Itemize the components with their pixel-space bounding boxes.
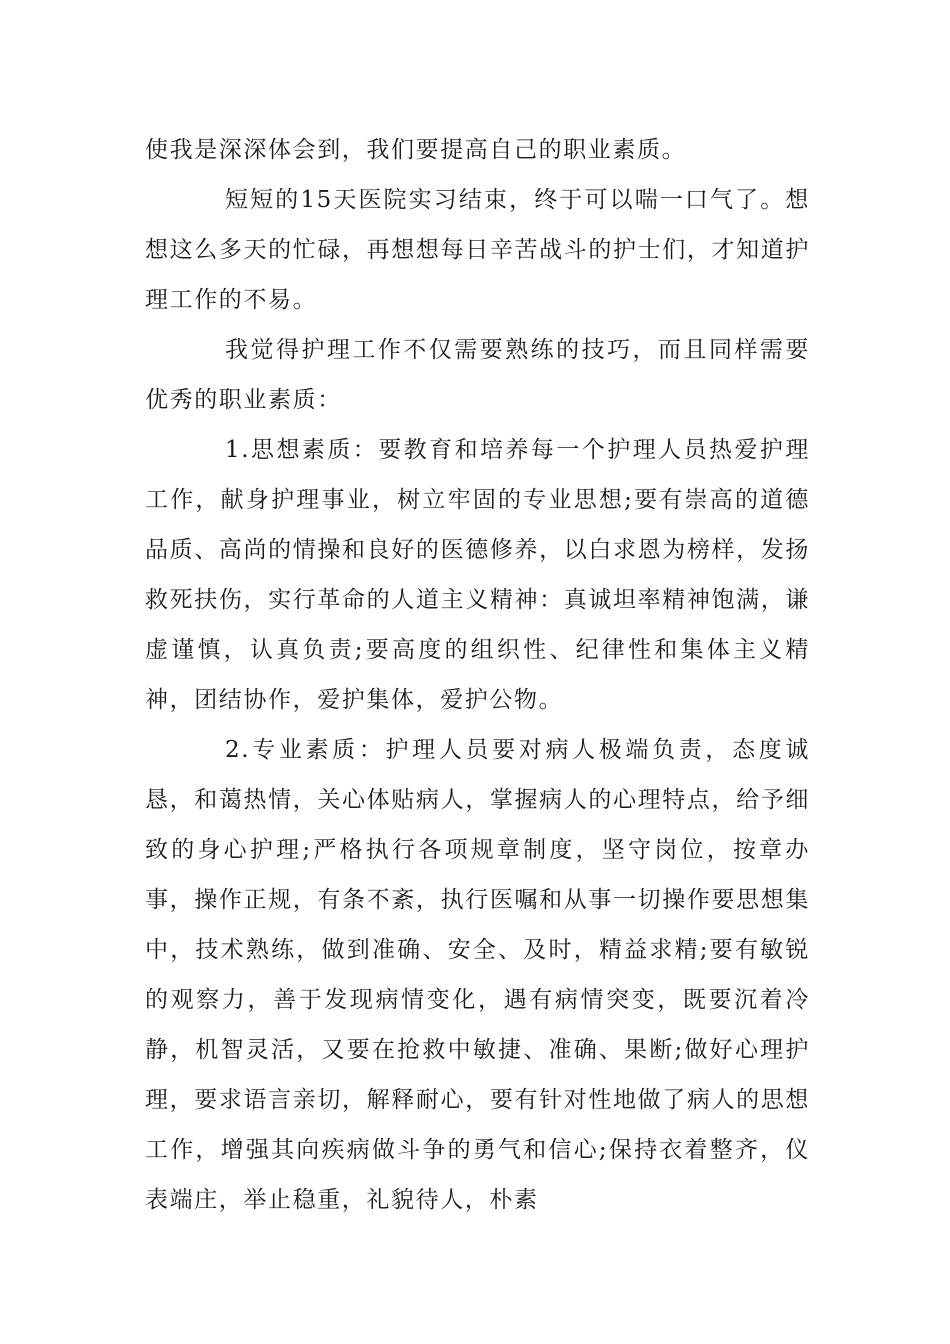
paragraph-ideological-quality: 1.思想素质：要教育和培养每一个护理人员热爱护理工作，献身护理事业，树立牢固的专业思想;要有崇高的道德品质、高尚的情操和良好的医德修养，以白求恩为榜样，发扬救死扶伤，实行革命的人道主义精神：真诚坦率精神饱满，谦虚谨慎，认真负责;要高度的组织性、纪律性和集体主义精神，团结协作，爱护集体，爱护公物。 — [145, 437, 810, 713]
document-body — [145, 125, 810, 1225]
paragraph-professional-quality-intro: 我觉得护理工作不仅需要熟练的技巧，而且同样需要优秀的职业素质： — [145, 337, 810, 413]
paragraph-continuation: 使我是深深体会到，我们要提高自己的职业素质。 — [145, 137, 687, 163]
paragraph-internship-end: 短短的15天医院实习结束，终于可以喘一口气了。想想这么多天的忙碌，再想想每日辛苦战斗的护士们，才知道护理工作的不易。 — [145, 187, 810, 313]
paragraph-professional-quality: 2.专业素质：护理人员要对病人极端负责，态度诚恳，和蔼热情，关心体贴病人，掌握病人的心理特点，给予细致的身心护理;严格执行各项规章制度，坚守岗位，按章办事，操作正规，有条不紊，执行医嘱和从事一切操作要思想集中，技术熟练，做到准确、安全、及时，精益求精;要有敏锐的观察力，善于发现病情变化，遇有病情突变，既要沉着冷静，机智灵活，又要在抢救中敏捷、准确、果断;做好心理护理，要求语言亲切，解释耐心，要有针对性地做了病人的思想工作，增强其向疾病做斗争的勇气和信心;保持衣着整齐，仪表端庄，举止稳重，礼貌待人，朴素 — [145, 737, 810, 1213]
